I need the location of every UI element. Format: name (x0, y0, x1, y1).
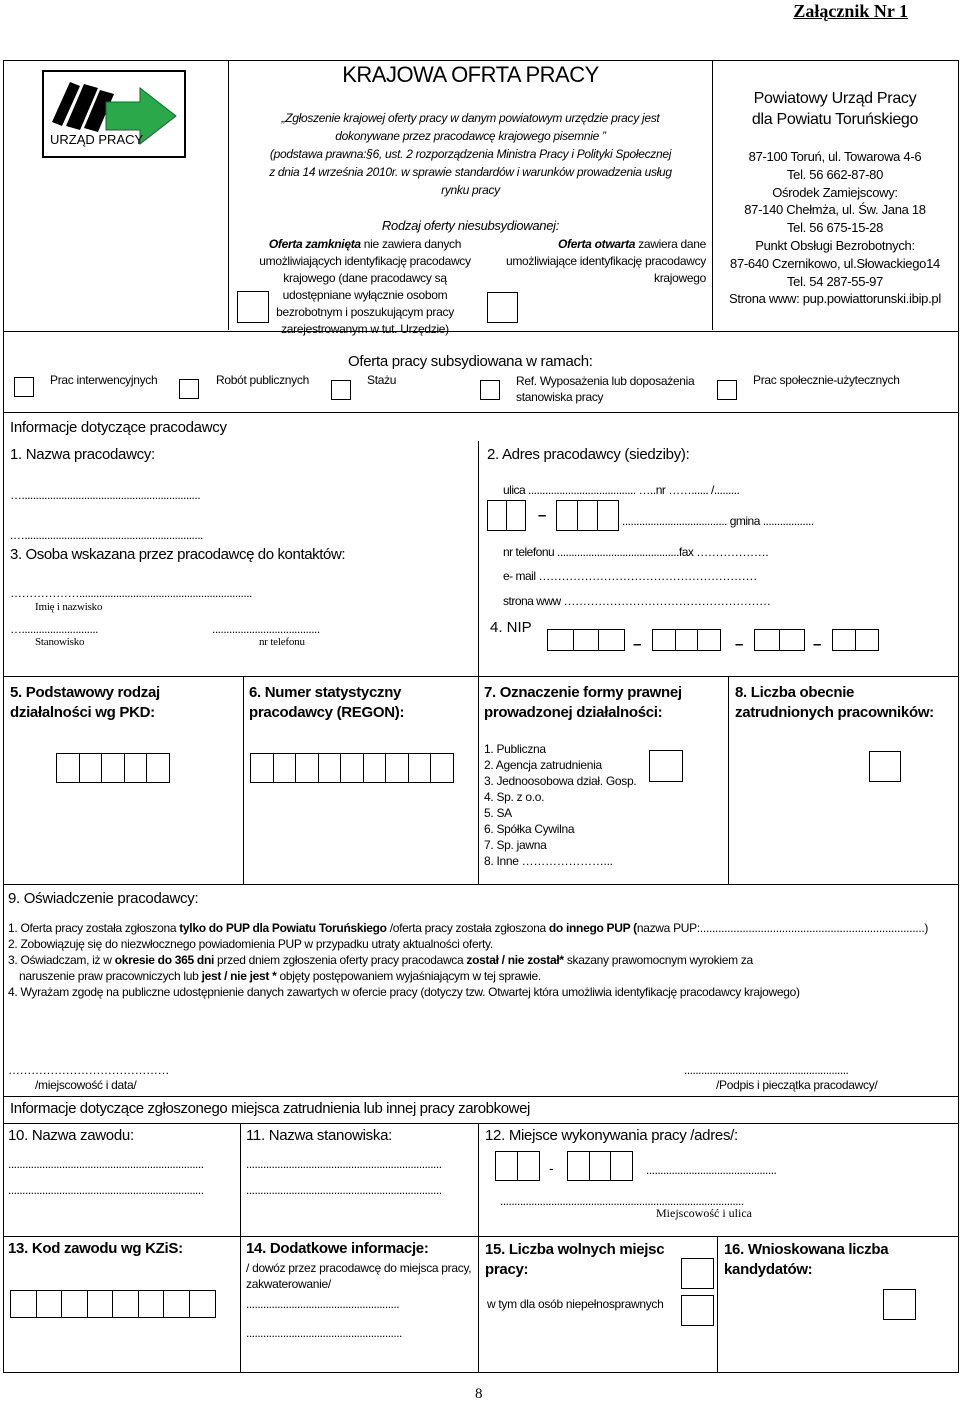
interwencyjne-checkbox[interactable] (14, 377, 34, 397)
office-address: 87-100 Toruń, ul. Towarowa 4-6 Tel. 56 662-87-80 Ośrodek Zamiejscowy: 87-140 Chełmża, ul. Św. Jana 18 Tel. 56 675-15-28 Punkt Obsługi Bezrobotnych: 87-640 Czernikowo, ul.Słowackiego14 Tel. 54 287-55-97 Strona www: pup.powiattorunski.ibip.pl (729, 149, 941, 307)
logo (42, 70, 186, 158)
offer-type-heading: Rodzaj oferty niesubsydiowanej: (381, 218, 560, 233)
closed-offer-desc: Oferta zamknięta nie zawiera danych umożliwiających identyfikację pracodawcy krajowego (dane pracodawcy są udostępniane wyłącznie osobom bezrobotnym i poszukującym pracy zarejestrowanym w tut. Urzędzie) (259, 237, 471, 336)
kzis-code-cells[interactable] (10, 1290, 214, 1318)
annex-label: Załącznik Nr 1 (793, 1, 908, 21)
postal-code-prefix-cells[interactable] (487, 500, 524, 531)
phone-fax-line[interactable]: nr telefonu ...........................................fax ………………. (503, 545, 769, 559)
roboty-publiczne-label: Robót publicznych (216, 373, 309, 387)
open-offer-checkbox[interactable] (487, 292, 518, 323)
subsidized-block (3, 330, 959, 413)
nip-cells-1[interactable] (547, 629, 624, 651)
employer-name-line-2[interactable]: .…............................................................... (10, 528, 203, 542)
roboty-publiczne-checkbox[interactable] (179, 379, 199, 399)
employer-address-label: 2. Adres pracodawcy (siedziby): (487, 446, 690, 463)
legal-form-options: 1. Publiczna 2. Agencja zatrudnienia 3. Jednoosobowa dział. Gosp. 4. Sp. z o.o. 5. SA 6. Spółka Cywilna 7. Sp. jawna 8. Inne …………………... (484, 742, 637, 868)
legal-form-label: 7. Oznaczenie formy prawnej prowadzonej działalności: (484, 684, 682, 721)
position-line-2[interactable]: ..................................................................... (246, 1183, 442, 1197)
position-line-1[interactable]: ..................................................................... (246, 1157, 442, 1171)
contact-name-line[interactable]: ………………............................................................. (10, 586, 252, 600)
staz-checkbox[interactable] (331, 380, 351, 400)
staz-label: Stażu (367, 373, 397, 387)
nip-cells-2[interactable] (652, 629, 720, 651)
gmina-line[interactable]: ..................................... gmina .................. (622, 514, 814, 528)
employer-heading: Informacje dotyczące pracodawcy (10, 419, 227, 436)
logo-text: URZĄD PRACY (50, 132, 144, 147)
contact-phone-line[interactable]: ...................................... (212, 622, 320, 636)
pkd-cells[interactable] (56, 753, 169, 783)
contact-position-line[interactable]: …........................... (10, 622, 99, 636)
office-name: Powiatowy Urząd Pracy dla Powiatu Toruńskiego (751, 90, 919, 128)
page-title: KRAJOWA OFRTA PRACY (342, 62, 599, 87)
additional-info-line-2[interactable]: ....................................................... (246, 1326, 402, 1340)
intro-text: „Zgłoszenie krajowej oferty pracy w danym powiatowym urzędzie pracy jest dokonywane przez pracodawcę krajowego pisemnie ” (podstawa prawna:§6, ust. 2 rozporządzenia Ministra Pracy i Polityki Społecznej z dnia 14 września 2010r. w sprawie standardów i warunków prowadzenia usług rynku pracy (269, 111, 672, 197)
closed-offer-checkbox[interactable] (237, 291, 269, 323)
employer-name-line-1[interactable]: …............................................................... (10, 488, 201, 502)
occupation-line-1[interactable]: ..................................................................... (8, 1157, 204, 1171)
kzis-code-label: 13. Kod zawodu wg KZiS: (8, 1240, 183, 1257)
employees-box[interactable] (869, 751, 901, 782)
regon-label: 6. Numer statystyczny pracodawcy (REGON): (249, 684, 405, 721)
place-date-caption: /miejscowość i data/ (35, 1078, 137, 1092)
spoleczne-checkbox[interactable] (717, 380, 737, 400)
vacancies-box[interactable] (681, 1258, 714, 1289)
regon-cells[interactable] (250, 753, 453, 783)
spoleczne-label: Prac społecznie-użytecznych (753, 373, 900, 387)
workplace-city-line[interactable]: .............................................. (646, 1163, 777, 1177)
workplace-postal-suffix-cells[interactable] (567, 1151, 632, 1181)
vacancies-disabled-box[interactable] (681, 1295, 714, 1326)
signature-caption: /Podpis i pieczątka pracodawcy/ (716, 1078, 878, 1092)
postal-dash: – (538, 507, 547, 524)
candidates-label: 16. Wnioskowana liczba kandydatów: (724, 1241, 889, 1278)
additional-info-hint: / dowóz przez pracodawcę do miejsca pracy, zakwaterowanie/ (246, 1261, 472, 1291)
place-date-line[interactable]: …………………………………… (8, 1063, 169, 1077)
contact-name-caption: Imię i nazwisko (35, 601, 103, 613)
nip-cells-3[interactable] (754, 629, 803, 651)
email-line[interactable]: e- mail ………………………………………………… (503, 569, 757, 583)
legal-form-box[interactable] (649, 750, 683, 782)
occupation-line-2[interactable]: ..................................................................... (8, 1183, 204, 1197)
refundacja-checkbox[interactable] (480, 380, 500, 400)
postal-code-suffix-cells[interactable] (556, 500, 618, 531)
workplace-caption: Miejscowość i ulica (656, 1206, 752, 1220)
subsidized-heading: Oferta pracy subsydiowana w ramach: (348, 353, 593, 370)
additional-info-label: 14. Dodatkowe informacje: (246, 1240, 429, 1257)
employees-label: 8. Liczba obecnie zatrudnionych pracowników: (735, 684, 934, 721)
page-number: 8 (475, 1386, 483, 1402)
additional-info-line-1[interactable]: ...................................................... (246, 1297, 400, 1311)
contact-position-caption: Stanowisko (35, 636, 85, 648)
declaration-text: 1. Oferta pracy została zgłoszona tylko do PUP dla Powiatu Toruńskiego /oferta pracy została zgłoszona do innego PUP (nazwa PUP:..........................................................................) 2. Zobowiązuję się do niezwłocznego powiadomienia PUP w przypadku utraty aktualności oferty. 3. Oświadczam, iż w okresie do 365 dni przed dniem zgłoszenia oferty pracy pracodawca został / nie został* skazany prawomocnym wyrokiem za naruszenie praw pracowniczych lub jest / nie jest * objęty postępowaniem wyjaśniającym w tej sprawie. 4. Wyrażam zgodę na publiczne udostępnienie danych zawartych w ofercie pracy (dotyczy tzw. Otwartej która umożliwia identyfikację pracodawcy krajowego) (8, 921, 929, 999)
job-block (3, 1096, 959, 1373)
job-heading: Informacje dotyczące zgłoszonego miejsca zatrudnienia lub innej pracy zarobkowej (10, 1100, 530, 1117)
pkd-label: 5. Podstawowy rodzaj działalności wg PKD: (10, 684, 160, 721)
street-line[interactable]: ulica ...................................... …..nr ……...... /......... (503, 483, 740, 497)
interwencyjne-label: Prac interwencyjnych (50, 373, 158, 387)
nip-cells-4[interactable] (832, 629, 877, 651)
refundacja-label: Ref. Wyposażenia lub doposażenia stanowiska pracy (516, 374, 695, 404)
www-line[interactable]: strona www ……………………………………………… (503, 594, 771, 608)
vacancies-disabled-label: w tym dla osób niepełnosprawnych (487, 1297, 664, 1311)
employer-name-label: 1. Nazwa pracodawcy: (10, 446, 155, 463)
contact-phone-caption: nr telefonu (259, 636, 305, 648)
workplace-label: 12. Miejsce wykonywania pracy /adres/: (485, 1127, 738, 1144)
workplace-street-line[interactable]: ...................................................................................... (500, 1194, 744, 1208)
workplace-postal-prefix-cells[interactable] (495, 1151, 538, 1181)
position-label: 11. Nazwa stanowiska: (246, 1127, 392, 1144)
contact-person-label: 3. Osoba wskazana przez pracodawcę do kontaktów: (10, 546, 346, 563)
candidates-box[interactable] (883, 1289, 916, 1320)
nip-label: 4. NIP (490, 619, 532, 636)
open-offer-desc: Oferta otwarta zawiera dane umożliwiające identyfikację pracodawcy krajowego (505, 237, 706, 285)
signature-line[interactable]: .......................................................... (684, 1063, 849, 1077)
vacancies-label: 15. Liczba wolnych miejsc pracy: (485, 1241, 665, 1278)
occupation-label: 10. Nazwa zawodu: (8, 1127, 134, 1144)
declaration-heading: 9. Oświadczenie pracodawcy: (8, 890, 199, 907)
